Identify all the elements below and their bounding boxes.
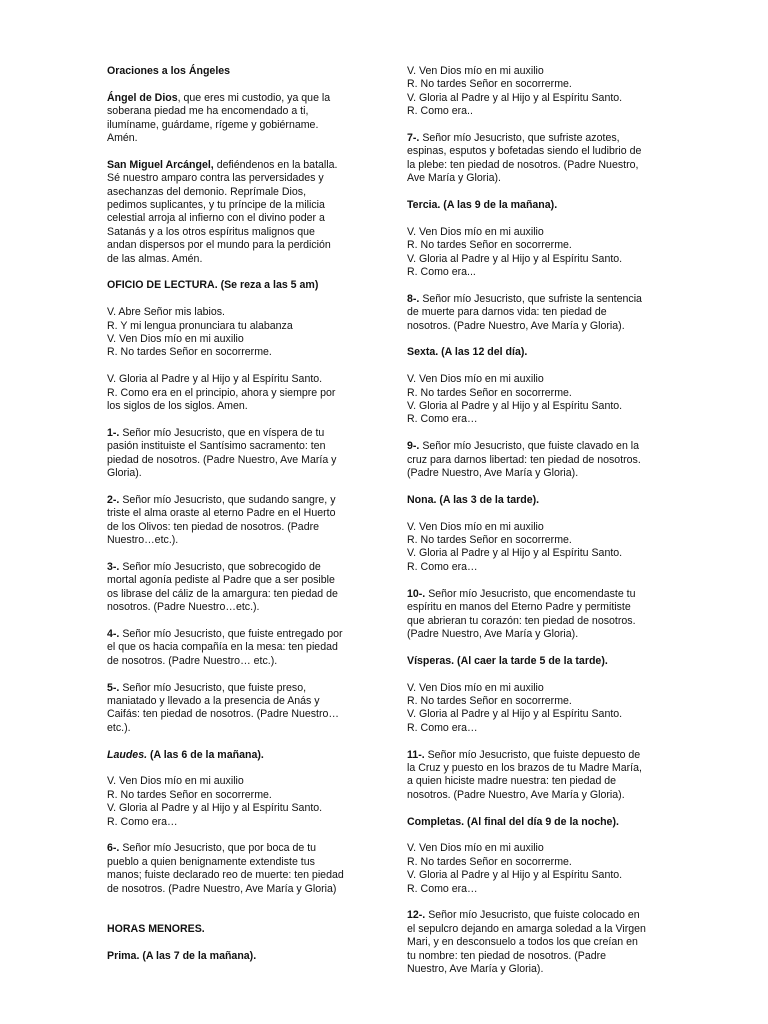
petition-7 xyxy=(407,132,657,186)
text-line: celestial arroja al infierno con el divino poder a xyxy=(107,212,325,225)
text-line: nosotros. (Padre Nuestro, Ave María y Gloria). xyxy=(407,788,625,801)
petition-4 xyxy=(107,628,362,668)
text-line: V. Ven Dios mío en mi auxilio xyxy=(407,65,544,77)
text-line: andan dispersos por el mundo para la perdición xyxy=(107,239,331,252)
text-line: R. No tardes Señor en socorrerme. xyxy=(107,788,272,801)
text-line: R. Como era en el principio, ahora y siempre por xyxy=(107,386,336,399)
text-line: Señor mío Jesucristo, que en víspera de tu xyxy=(119,426,325,439)
versicle-block xyxy=(407,521,657,575)
petition-number: 1-. xyxy=(107,426,120,439)
petition-number: 9-. xyxy=(407,440,420,453)
text-line: pasión instituiste el Santísimo sacramento: ten xyxy=(107,440,326,453)
text-line: Mari, y en desconsuelo a todos los que creían en xyxy=(407,936,638,949)
petition-number: 4-. xyxy=(107,627,120,640)
text-line: V. Abre Señor mis labios. xyxy=(107,306,225,319)
petition-5 xyxy=(107,682,362,736)
text-line: R. No tardes Señor en socorrerme. xyxy=(407,855,572,868)
text-line: , que eres mi custodio, ya que la xyxy=(177,91,331,104)
versicle-block xyxy=(407,682,657,736)
heading-rest: (A las 6 de la mañana). xyxy=(147,748,264,761)
prayer-title: Ángel de Dios xyxy=(107,91,178,104)
text-line: (Padre Nuestro, Ave María y Gloria). xyxy=(407,627,579,640)
text-line: que abrieran tu corazón: ten piedad de nosotros. xyxy=(407,614,636,627)
versicle-block xyxy=(407,226,657,280)
text-line: cruz para darnos libertad: ten piedad de nosotros. xyxy=(407,453,641,466)
text-line: Amén. xyxy=(107,132,138,145)
text-line: V. Gloria al Padre y al Hijo y al Espíritu Santo. xyxy=(407,400,623,413)
text-line: R. Y mi lengua pronunciara tu alabanza xyxy=(107,319,293,332)
text-line: R. Como era... xyxy=(407,266,476,279)
text-line: etc.). xyxy=(107,721,131,734)
petition-number: 3-. xyxy=(107,560,120,573)
petition-10 xyxy=(407,588,657,642)
text-line: (Padre Nuestro, Ave María y Gloria). xyxy=(407,467,579,480)
text-line: mortal agonía pediste al Padre que a ser posible xyxy=(107,574,335,587)
text-line: Señor mío Jesucristo, que fuiste colocado en xyxy=(425,909,640,922)
petition-12 xyxy=(407,909,657,976)
text-line: ilumíname, guárdame, rígeme y gobiérname. xyxy=(107,118,319,131)
text-line: manos; fuiste declarado reo de muerte: ten piedad xyxy=(107,869,344,882)
section-heading-horas-menores: HORAS MENORES. xyxy=(107,922,205,935)
text-line: R. No tardes Señor en socorrerme. xyxy=(407,78,572,91)
text-line: espinas, esputos y bofetadas siendo el ludibrio de xyxy=(407,145,642,158)
petition-8 xyxy=(407,293,657,333)
text-line: Señor mío Jesucristo, que fuiste clavado en la xyxy=(419,440,640,453)
text-line: de los Olivos: ten piedad de nosotros. (Padre xyxy=(107,520,319,533)
text-line: de las almas. Amén. xyxy=(107,252,203,265)
left-column xyxy=(107,65,362,976)
text-line: de nosotros. (Padre Nuestro, Ave María y Gloria) xyxy=(107,882,337,895)
text-line: a quien hiciste madre nuestra: ten piedad de xyxy=(407,775,617,788)
section-heading-prima: Prima. (A las 7 de la mañana). xyxy=(107,949,257,962)
text-line: Nuestro…etc.). xyxy=(107,534,179,547)
text-line: los siglos de los siglos. Amen. xyxy=(107,400,248,413)
text-line: Señor mío Jesucristo, que fuiste depuesto de xyxy=(424,748,641,761)
text-line: R. No tardes Señor en socorrerme. xyxy=(407,239,572,252)
petition-6 xyxy=(107,842,362,896)
text-line: R. No tardes Señor en socorrerme. xyxy=(107,346,272,359)
text-line: Sé nuestro amparo contra las perversidades y xyxy=(107,172,324,185)
section-heading-completas: Completas. (Al final del día 9 de la noche). xyxy=(407,815,619,828)
petition-9 xyxy=(407,440,657,480)
petition-2 xyxy=(107,494,362,548)
section-heading-laudes xyxy=(107,749,362,762)
text-line: defiéndenos en la batalla. xyxy=(213,158,338,171)
versicle-block xyxy=(407,842,657,896)
text-line: V. Gloria al Padre y al Hijo y al Espíritu Santo. xyxy=(407,869,623,882)
prayer-title: San Miguel Arcángel, xyxy=(107,158,214,171)
text-line: R. Como era.. xyxy=(407,105,473,118)
petition-number: 2-. xyxy=(107,493,120,506)
text-line: Satanás y a los otros espíritus malignos que xyxy=(107,225,315,238)
section-heading-tercia: Tercia. (A las 9 de la mañana). xyxy=(407,199,558,212)
text-line: pueblo a quien benignamente extendiste tus xyxy=(107,855,315,868)
versicle-block xyxy=(407,373,657,427)
text-line: Señor mío Jesucristo, que fuiste preso, xyxy=(119,681,307,694)
text-line: R. No tardes Señor en socorrerme. xyxy=(407,534,572,547)
text-line: Señor mío Jesucristo, que sufriste la sentencia xyxy=(419,292,642,305)
text-line: R. Como era… xyxy=(407,721,478,734)
text-line: R. No tardes Señor en socorrerme. xyxy=(407,386,572,399)
text-line: soberana piedad me ha encomendado a ti, xyxy=(107,105,309,118)
prayer-san-miguel xyxy=(107,159,362,266)
text-line: piedad de nosotros. (Padre Nuestro, Ave María y xyxy=(107,453,337,466)
text-line: la Cruz y puesto en los brazos de tu Madre María, xyxy=(407,761,642,774)
text-line: V. Gloria al Padre y al Hijo y al Espíritu Santo. xyxy=(107,373,323,386)
versicle-block xyxy=(107,775,362,829)
versicle-block xyxy=(107,306,362,360)
text-line: Señor mío Jesucristo, que encomendaste tu xyxy=(425,587,636,600)
heading-italic: Laudes. xyxy=(107,748,148,761)
text-line: Señor mío Jesucristo, que por boca de tu xyxy=(119,842,317,855)
text-line: tu nombre: ten piedad de nosotros. (Padre xyxy=(407,949,607,962)
text-line: V. Ven Dios mío en mi auxilio xyxy=(407,225,544,238)
petition-number: 11-. xyxy=(407,748,425,761)
petition-number: 8-. xyxy=(407,292,420,305)
versicle-block xyxy=(407,65,657,119)
text-line: Señor mío Jesucristo, que sudando sangre, y xyxy=(119,493,336,506)
petition-3 xyxy=(107,561,362,615)
text-line: V. Ven Dios mío en mi auxilio xyxy=(407,842,544,855)
text-line: de muerte para darnos vida: ten piedad de xyxy=(407,306,607,319)
text-line: R. No tardes Señor en socorrerme. xyxy=(407,694,572,707)
prayer-angel-de-dios xyxy=(107,92,362,146)
text-line: triste el alma oraste al eterno Padre en el Huerto xyxy=(107,507,336,520)
text-line: R. Como era… xyxy=(107,815,178,828)
text-line: el sepulcro dejando en amarga soledad a la Virgen xyxy=(407,922,646,935)
text-line: V. Ven Dios mío en mi auxilio xyxy=(407,373,544,386)
text-line: V. Ven Dios mío en mi auxilio xyxy=(107,775,244,788)
text-line: R. Como era… xyxy=(407,882,478,895)
text-line: nosotros. (Padre Nuestro, Ave María y Gloria). xyxy=(407,319,625,332)
petition-number: 10-. xyxy=(407,587,426,600)
text-line: V. Gloria al Padre y al Hijo y al Espíritu Santo. xyxy=(107,802,323,815)
petition-number: 6-. xyxy=(107,842,120,855)
petition-1 xyxy=(107,427,362,481)
section-heading-visperas: Vísperas. (Al caer la tarde 5 de la tarde). xyxy=(407,654,608,667)
text-line: maniatado y llevado a la presencia de Anás y xyxy=(107,694,320,707)
text-line: Caifás: ten piedad de nosotros. (Padre Nuestro… xyxy=(107,708,340,721)
text-line: asechanzas del demonio. Reprímale Dios, xyxy=(107,185,307,198)
text-line: Señor mío Jesucristo, que sobrecogido de xyxy=(119,560,321,573)
text-line: de nosotros. (Padre Nuestro… etc.). xyxy=(107,654,278,667)
text-line: V. Gloria al Padre y al Hijo y al Espíritu Santo. xyxy=(407,252,623,265)
text-line: Gloria). xyxy=(107,467,142,480)
text-line: V. Gloria al Padre y al Hijo y al Espíritu Santo. xyxy=(407,547,623,560)
text-line: V. Ven Dios mío en mi auxilio xyxy=(107,333,244,346)
page-title: Oraciones a los Ángeles xyxy=(107,65,231,77)
text-line: R. Como era… xyxy=(407,413,478,426)
text-line: Señor mío Jesucristo, que fuiste entregado por xyxy=(119,627,343,640)
text-line: V. Gloria al Padre y al Hijo y al Espíritu Santo. xyxy=(407,708,623,721)
section-heading-sexta: Sexta. (A las 12 del día). xyxy=(407,346,528,359)
text-line: Nuestro, Ave María y Gloria). xyxy=(407,962,544,975)
section-heading-oficio: OFICIO DE LECTURA. (Se reza a las 5 am) xyxy=(107,279,319,292)
text-line: Ave María y Gloria). xyxy=(407,172,501,185)
text-line: V. Ven Dios mío en mi auxilio xyxy=(407,681,544,694)
text-line: R. Como era… xyxy=(407,560,478,573)
text-line: pedimos suplicantes, y tu príncipe de la milicia xyxy=(107,199,325,212)
petition-number: 7-. xyxy=(407,132,420,145)
petition-number: 5-. xyxy=(107,681,120,694)
gloria-block xyxy=(107,373,362,413)
petition-11 xyxy=(407,749,657,803)
text-line: el que os hacia compañía en la mesa: ten piedad xyxy=(107,641,338,654)
section-heading-nona: Nona. (A las 3 de la tarde). xyxy=(407,493,540,506)
text-line: espíritu en manos del Eterno Padre y permitiste xyxy=(407,601,631,614)
right-column xyxy=(407,65,657,990)
text-line: Señor mío Jesucristo, que sufriste azotes, xyxy=(419,132,620,145)
text-line: V. Gloria al Padre y al Hijo y al Espíritu Santo. xyxy=(407,91,623,104)
text-line: V. Ven Dios mío en mi auxilio xyxy=(407,520,544,533)
text-line: os librase del cáliz de la amargura: ten piedad de xyxy=(107,587,338,600)
petition-number: 12-. xyxy=(407,909,426,922)
text-line: la plebe: ten piedad de nosotros. (Padre Nuestro, xyxy=(407,158,639,171)
text-line: nosotros. (Padre Nuestro…etc.). xyxy=(107,601,260,614)
